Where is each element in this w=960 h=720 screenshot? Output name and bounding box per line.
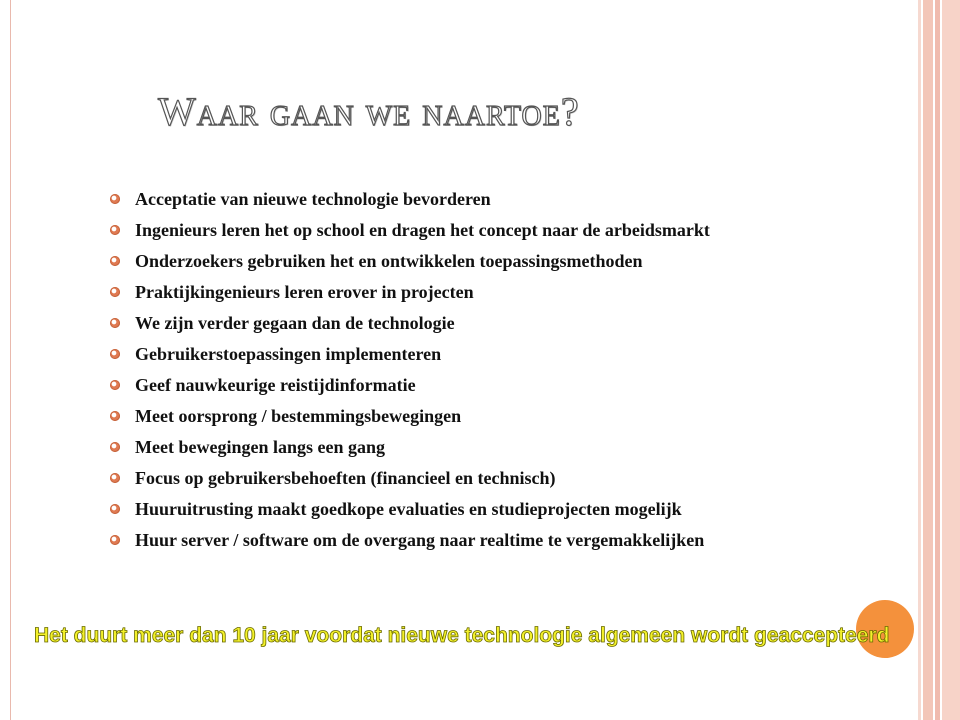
bullet-item [108,499,898,520]
bullet-text: Huuruitrusting maakt goedkope evaluaties en studieprojecten mogelijk [135,499,682,519]
slide-title: Waar gaan we naartoe? [158,89,580,134]
bullet-item [108,406,898,427]
bullet-item [108,282,898,303]
bullet-text: Gebruikerstoepassingen implementeren [135,344,442,364]
bullet-text: Acceptatie van nieuwe technologie bevorderen [135,189,491,209]
bullet-icon [110,256,120,266]
bullet-icon [110,318,120,328]
bullet-item [108,251,898,272]
bullet-icon [110,504,120,514]
bullet-item [108,437,898,458]
bullet-icon [110,225,120,235]
bullet-item [108,375,898,396]
bullet-icon [110,349,120,359]
bullet-text: Huur server / software om de overgang naar realtime te vergemakkelijken [135,530,705,550]
bullet-list [108,189,898,561]
bullet-item [108,468,898,489]
bullet-icon [110,535,120,545]
bullet-text: We zijn verder gegaan dan de technologie [135,313,455,333]
bullet-text: Praktijkingenieurs leren erover in projecten [135,282,474,302]
bullet-icon [110,473,120,483]
bullet-text: Meet oorsprong / bestemmingsbewegingen [135,406,462,426]
bullet-icon [110,194,120,204]
bullet-icon [110,380,120,390]
bullet-text: Geef nauwkeurige reistijdinformatie [135,375,416,395]
slide-right-decoration [918,0,960,720]
bullet-icon [110,287,120,297]
bullet-text: Meet bewegingen langs een gang [135,437,385,457]
bullet-item [108,189,898,210]
bullet-item [108,220,898,241]
bullet-text: Onderzoekers gebruiken het en ontwikkelen toepassingsmethoden [135,251,643,271]
bullet-item [108,313,898,334]
footer-caption: Het duurt meer dan 10 jaar voordat nieuwe technologie algemeen wordt geaccepteerd [34,624,890,647]
bullet-item [108,530,898,551]
bullet-icon [110,442,120,452]
bullet-text: Focus op gebruikersbehoeften (financieel en technisch) [135,468,556,488]
bullet-item [108,344,898,365]
slide-left-border [10,0,11,720]
bullet-text: Ingenieurs leren het op school en dragen het concept naar de arbeidsmarkt [135,220,710,240]
bullet-icon [110,411,120,421]
